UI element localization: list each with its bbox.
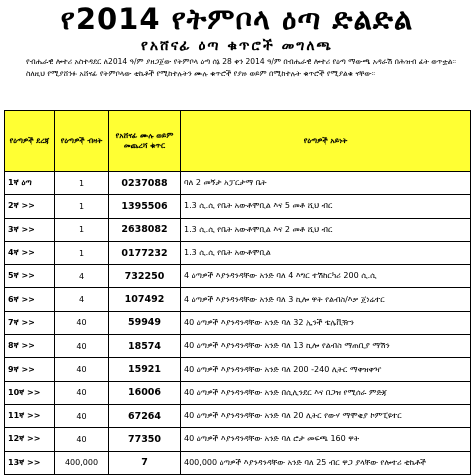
winning-number-cell: 15921 (109, 358, 181, 381)
rank-cell: 12ኛ >> (5, 428, 55, 451)
prize-cell: ባለ 2 መኝታ አፓርታማ ቤት (181, 172, 471, 195)
prize-cell: 4 ዕጣዎች እያንዳንዳቸው አንድ ባለ 4 እግር ተሽከርካሪ 200 ሲ.ሲ (181, 265, 471, 288)
winning-number-cell: 732250 (109, 265, 181, 288)
winning-number-cell: 16006 (109, 381, 181, 404)
count-cell: 4 (55, 265, 109, 288)
prize-cell: 40 ዕጣዎች እያንዳንዳቸው አንድ ባለ 200 -240 ሊትር ማቀዝቀዣ (181, 358, 471, 381)
rank-cell: 13ኛ >> (5, 451, 55, 474)
winning-number-cell: 1395506 (109, 195, 181, 218)
winning-number-cell: 67264 (109, 404, 181, 427)
rank-cell: 5ኛ >> (5, 265, 55, 288)
document-subtitle: የአሸናፊ ዕጣ ቁጥሮች መግለጫ (140, 38, 333, 54)
rank-cell: 7ኛ >> (5, 311, 55, 334)
rank-cell: 4ኛ >> (5, 241, 55, 264)
document-title: የ2014 የትምቦላ ዕጣ ድልድል (60, 2, 414, 36)
winning-number-cell: 2638082 (109, 218, 181, 241)
prize-cell: 1.3 ሲ.ሲ የቤት አውቶሞቢል (181, 241, 471, 264)
count-cell: 1 (55, 172, 109, 195)
rank-cell: 6ኛ >> (5, 288, 55, 311)
table-row (5, 265, 471, 288)
count-cell: 40 (55, 381, 109, 404)
winning-number-cell: 59949 (109, 311, 181, 334)
prize-cell: 40 ዕጣዎች እያንዳንዳቸው አንድ ባለ 32 ኢንች ቴሌቪዥን (181, 311, 471, 334)
count-cell: 1 (55, 218, 109, 241)
winning-number-cell: 107492 (109, 288, 181, 311)
prize-cell: 40 ዕጣዎች እያንዳንዳቸው አንድ በሲሊንደር እና በጋዝ የሚሰራ ምድጃ (181, 381, 471, 404)
prize-cell: 40 ዕጣዎች እያንዳንዳቸው አንድ ባለ 13 ኪሎ የልብስ ማጠቢያ ማሽን (181, 335, 471, 358)
table-row (5, 288, 471, 311)
table-row (5, 451, 471, 474)
intro-paragraph-1: የብሔራዊ ሎተሪ አስተዳደር ለ2014 ዓ/ም ያዘጋጀው የትምቦላ ዕጣ ሰኔ 28 ቀን 2014 ዓ/ም በብሔራዊ ሎተሪ የዕጣ ማውጫ አዳራሽ በሕዝብ ፊት ወጥቷል። (26, 57, 456, 66)
winning-number-cell: 0237088 (109, 172, 181, 195)
prize-cell: 4 ዕጣዎች እያንዳንዳቸው አንድ ባለ 3 ኪሎ ዋት የልብስ/እቃ ጀነሬተር (181, 288, 471, 311)
table-row (5, 335, 471, 358)
prize-cell: 1.3 ሲ.ሲ የቤት አውቶሞቢል እና 5 መቶ ሺህ ብር (181, 195, 471, 218)
table-row (5, 195, 471, 218)
prize-cell: 40 ዕጣዎች እያንዳንዳቸው አንድ ባለ 20 ሊትር የውሃ ማሞቂያ ኮምፒዩተር (181, 404, 471, 427)
column-header-count: የዕጣዎች ብዛት (55, 111, 109, 172)
table-row (5, 241, 471, 264)
column-header-number: የአሸናፊ ሙሉ ወይም መጨረሻ ቁጥር (109, 111, 181, 172)
count-cell: 40 (55, 335, 109, 358)
count-cell: 40 (55, 428, 109, 451)
rank-cell: 8ኛ >> (5, 335, 55, 358)
rank-cell: 1ኛ ዕጣ (5, 172, 55, 195)
count-cell: 400,000 (55, 451, 109, 474)
intro-text (0, 56, 474, 79)
winning-number-cell: 18574 (109, 335, 181, 358)
winning-number-cell: 77350 (109, 428, 181, 451)
prize-table (4, 110, 471, 475)
table-header-row (5, 111, 471, 172)
count-cell: 4 (55, 288, 109, 311)
rank-cell: 2ኛ >> (5, 195, 55, 218)
table-row (5, 404, 471, 427)
rank-cell: 3ኛ >> (5, 218, 55, 241)
count-cell: 1 (55, 241, 109, 264)
prize-cell: 400,000 ዕጣዎች እያንዳንዳቸው አንድ ባለ 25 ብር ዋጋ ያላቸው የሎተሪ ቲኬቶች (181, 451, 471, 474)
rank-cell: 11ኛ >> (5, 404, 55, 427)
count-cell: 40 (55, 311, 109, 334)
table-row (5, 311, 471, 334)
prize-cell: 1.3 ሲ.ሲ የቤት አውቶሞቢል እና 2 መቶ ሺህ ብር (181, 218, 471, 241)
rank-cell: 9ኛ >> (5, 358, 55, 381)
table-row (5, 381, 471, 404)
column-header-prize-type: የዕጣዎች አይነት (181, 111, 471, 172)
table-row (5, 218, 471, 241)
table-row (5, 358, 471, 381)
table-body (5, 172, 471, 475)
count-cell: 40 (55, 404, 109, 427)
count-cell: 40 (55, 358, 109, 381)
count-cell: 1 (55, 195, 109, 218)
winning-number-cell: 7 (109, 451, 181, 474)
intro-paragraph-2: ስለዚህ የሚያሸንፉ አሸናፊ የትምቦላው ቲኬቶች የሚከተሉትን ሙሉ ቁጥሮች የያዙ ወይም በሚከተሉት ቁጥሮች የሚያልቁ ናቸው። (26, 69, 376, 78)
winning-number-cell: 0177232 (109, 241, 181, 264)
column-header-rank: የዕጣዎች ደረጃ (5, 111, 55, 172)
table-row (5, 428, 471, 451)
table-row (5, 172, 471, 195)
rank-cell: 10ኛ >> (5, 381, 55, 404)
prize-cell: 40 ዕጣዎች እያንዳንዳቸው አንድ ባለ ሮታ መፍጫ 160 ዋት (181, 428, 471, 451)
